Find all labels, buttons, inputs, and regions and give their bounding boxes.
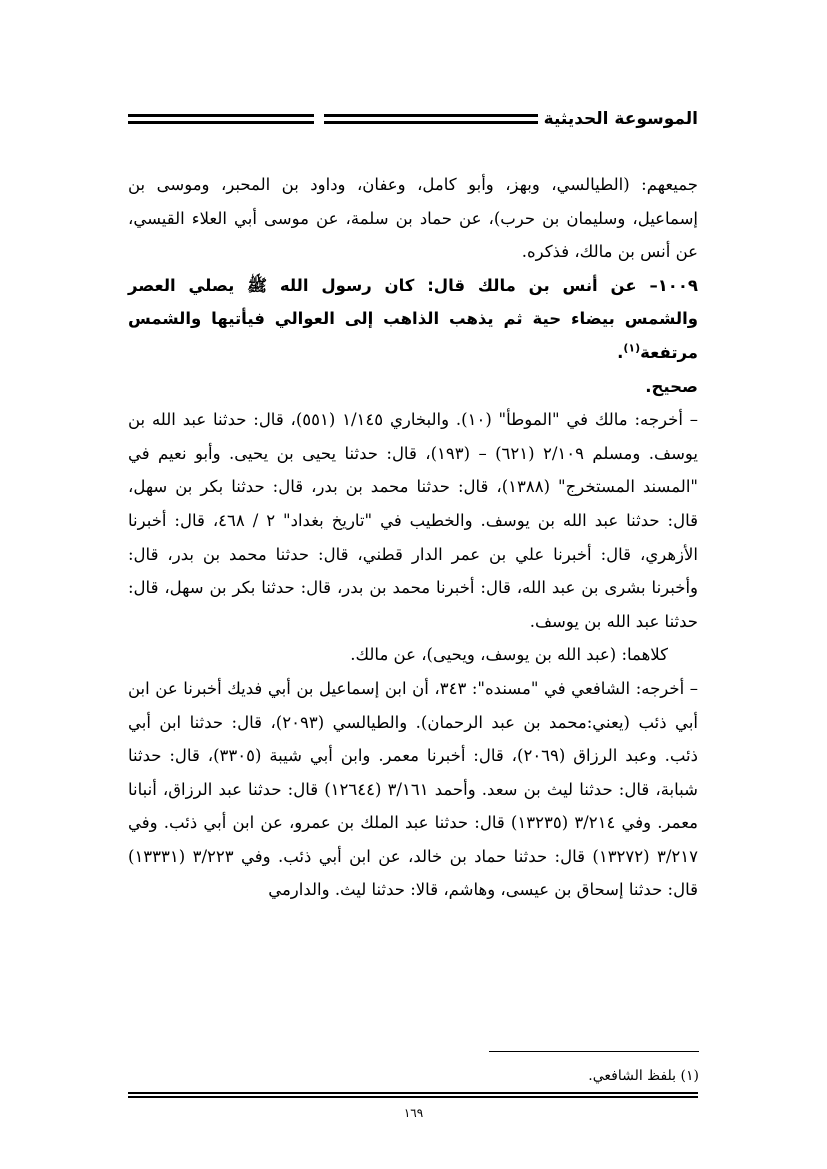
takhrij-paragraph-1: – أخرجه: مالك في "الموطأ" (١٠). والبخاري ١/١٤٥ (٥٥١)، قال: حدثنا عبد الله بن يوسف. ومسلم ٢/١٠٩ (٦٢١) – (١٩٣)، قال: حدثنا يحيى بن يحيى. وأبو نعيم في "المسند المستخرج" (١٣٨٨)، قال: حدثنا محمد بن بدر، قال: حدثنا بكر بن سهل، قال: حدثنا عبد الله بن يوسف. والخطيب في "تاريخ بغداد" ٢ / ٤٦٨، قال: أخبرنا الأزهري، قال: أخبرنا علي بن عمر الدار قطني، قال: حدثنا محمد بن بدر، قال: وأخبرنا بشرى بن عبد الله، قال: أخبرنا محمد بن بدر، قال: حدثنا بكر بن سهل، قال: حدثنا عبد الله بن يوسف. [128,410,699,631]
hadith-verdict: صحيح. [645,376,698,396]
takhrij-paragraph-2: – أخرجه: الشافعي في "مسنده": ٣٤٣، أن ابن إسماعيل بن أبي فديك أخبرنا عن ابن أبي ذئب (يعني:محمد بن عبد الرحمان). والطيالسي (٢٠٩٣)، قال: حدثنا ابن أبي ذئب. وعبد الرزاق (٢٠٦٩)، قال: أخبرنا معمر. وابن أبي شيبة (٣٣٠٥)، قال: حدثنا شبابة، قال: حدثنا ليث بن سعد. وأحمد ٣/١٦١ (١٢٦٤٤) قال: حدثنا عبد الرزاق، أنبانا معمر. وفي ٣/٢١٤ (١٣٢٣٥) قال: حدثنا عبد الملك بن عمرو، عن ابن أبي ذئب. وفي ٣/٢١٧ (١٣٢٧٢) قال: حدثنا حماد بن خالد، عن ابن أبي ذئب. وفي ٣/٢٢٣ (١٣٣٣١) قال: حدثنا إسحاق بن عيسى، وهاشم، قالا: حدثنا ليث. والدارمي [128,678,698,900]
main-text [128,168,698,907]
hadith-text [128,269,698,370]
header-title: الموسوعة الحديثية [538,104,698,134]
footnote: (١) بلفظ الشافعي. [588,1068,699,1084]
footnote-separator [489,1051,699,1052]
header-rule-gap [314,112,324,126]
header-rule-end-segment [128,114,188,124]
hadith-end: . [617,342,624,362]
takhrij-summary: كلاهما: (عبد الله بن يوسف، ويحيى)، عن مالك. [350,645,668,665]
footer-double-rule [128,1092,698,1098]
page-number: ١٦٩ [403,1106,424,1120]
hadith-body: – عن أنس بن مالك قال: كان رسول الله ﷺ يصلي العصر والشمس بيضاء حية ثم يذهب الذاهب إلى العوالي فيأتيها والشمس مرتفعة [128,275,698,362]
hadith-number: ١٠٠٩ [657,275,698,295]
footnote-marker: (١) [623,341,641,355]
running-header [128,104,698,134]
paragraph-chain-end: جميعهم: (الطيالسي، وبهز، وأبو كامل، وعفان، وداود بن المحبر، وموسى بن إسماعيل، وسليمان بن حرب)، عن حماد بن سلمة، عن موسى أبي العلاء القيسي، عن أنس بن مالك، فذكره. [128,175,698,262]
